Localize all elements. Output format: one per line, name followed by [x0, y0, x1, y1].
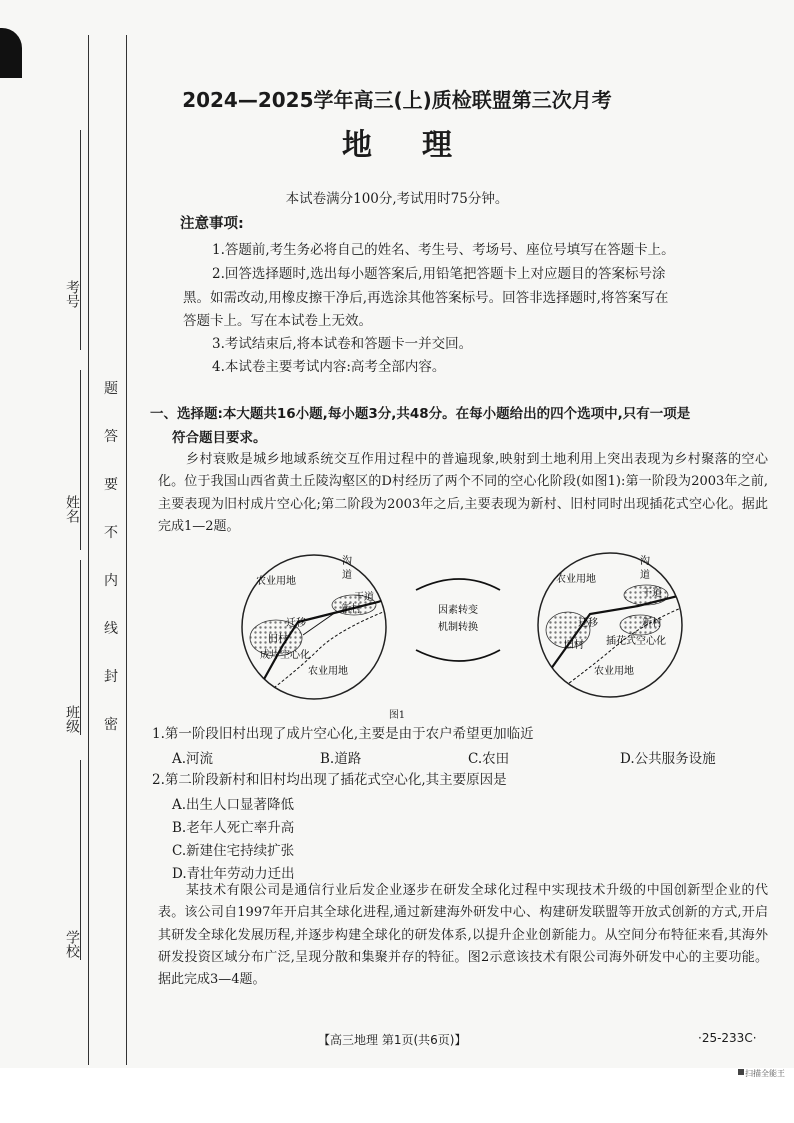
paper-code: ·25-233C· [698, 1031, 757, 1045]
arrow-top [416, 579, 500, 590]
right-old-village: 旧村 [564, 640, 584, 651]
notice-4: 4.本试卷主要考试内容:高考全部内容。 [212, 359, 446, 375]
seal-char: 密 [104, 717, 118, 733]
seal-char: 要 [104, 477, 118, 493]
left-farm-top: 农业用地 [256, 576, 296, 587]
center-label-2: 机制转换 [438, 622, 478, 633]
score-time: 本试卷满分100分,考试用时75分钟。 [285, 191, 509, 207]
passage-2: 某技术有限公司是通信行业后发企业逐步在研发全球化过程中实现技术升级的中国创新型企业的代表。该公司自1997年开启其全球化进程,通过新建海外研发中心、构建研发联盟等开放式创新的方式,开启其研发全球化发展历程,并逐步构建全球化的研发体系,以提升企业创新能力。从空间分布特征来看,其海外研发投资区域分布广泛,呈现分散和集聚并存的特征。图2示意该技术有限公司海外研发中心的主要功能。据此完成3—4题。 [158, 883, 768, 988]
left-migrate-arrow [303, 612, 336, 635]
q1-option-d[interactable]: D.公共服务设施 [620, 751, 716, 767]
notice-2b: 黑。如需改动,用橡皮擦干净后,再选涂其他答案标号。回答非选择题时,将答案写在 [183, 290, 669, 306]
seal-char: 不 [104, 525, 118, 541]
q2-option-d[interactable]: D.青壮年劳动力迁出 [172, 866, 295, 882]
scanner-logo-icon [738, 1069, 744, 1075]
scan-watermark: 扫描全能王 [745, 1069, 785, 1078]
seal-char: 题 [104, 381, 118, 397]
section1-heading-b: 符合题目要求。 [172, 430, 267, 446]
center-label-1: 因素转变 [438, 605, 478, 616]
notice-1: 1.答题前,考生务必将自己的姓名、考生号、考场号、座位号填写在答题卡上。 [212, 242, 675, 258]
left-migrate: 迁移 [286, 618, 306, 629]
passage-1: 乡村衰败是城乡地域系统交互作用过程中的普遍现象,映射到土地利用上突出表现为乡村聚落的空心化。位于我国山西省黄土丘陵沟壑区的D村经历了两个不同的空心化阶段(如图1):第一阶段为2003年之前,主要表现为旧村成片空心化;第二阶段为2003年之后,主要表现为新村、旧村同时出现插花式空心化。据此完成1—2题。 [158, 452, 768, 534]
left-gully-2: 道 [342, 570, 352, 581]
right-gully-1: 沟 [640, 556, 650, 567]
right-farm-bottom: 农业用地 [594, 666, 634, 677]
q1-option-b[interactable]: B.道路 [320, 751, 362, 767]
seal-char: 封 [104, 669, 118, 685]
left-farm-bottom: 农业用地 [308, 666, 348, 677]
left-gully-1: 沟 [342, 556, 352, 567]
q1-option-c[interactable]: C.农田 [468, 751, 510, 767]
left-road: 干道 [354, 592, 374, 603]
q1-stem: 1.第一阶段旧村出现了成片空心化,主要是由于农户希望更加临近 [152, 726, 534, 742]
section1-heading-a: 一、选择题:本大题共16小题,每小题3分,共48分。在每小题给出的四个选项中,只有一项是 [150, 406, 691, 422]
right-farm-top: 农业用地 [556, 574, 596, 585]
right-new-village: 新村 [642, 618, 662, 629]
page-footer: 【高三地理 第1页(共6页)】 [318, 1033, 467, 1047]
school-label: 学校 [64, 930, 80, 958]
q2-stem: 2.第二阶段新村和旧村均出现了插花式空心化,其主要原因是 [152, 772, 507, 788]
q1-option-a[interactable]: A.河流 [172, 751, 214, 767]
class-label: 班级 [64, 705, 80, 733]
seal-char: 内 [104, 573, 118, 589]
school-blank [80, 760, 81, 960]
subject-title: 地理 [342, 128, 502, 163]
notice-title: 注意事项: [180, 216, 244, 232]
seal-char: 线 [104, 621, 118, 637]
name-label: 姓名 [64, 495, 80, 523]
notice-2c: 答题卡上。写在本试卷上无效。 [183, 313, 372, 329]
exam-no-label: 考号 [64, 280, 80, 308]
name-blank [80, 370, 81, 550]
q2-option-a[interactable]: A.出生人口显著降低 [172, 797, 295, 813]
arrow-bottom [416, 650, 500, 661]
right-gully-2: 道 [640, 570, 650, 581]
right-migrate: 迁移 [578, 618, 598, 629]
notice-3: 3.考试结束后,将本试卷和答题卡一并交回。 [212, 336, 473, 352]
exam-title: 2024—2025学年高三(上)质检联盟第三次月考 [182, 88, 612, 112]
figure-1-caption: 图1 [388, 710, 406, 721]
figure-1 [238, 550, 698, 705]
left-hollow: 成片空心化 [260, 650, 310, 661]
q2-option-b[interactable]: B.老年人死亡率升高 [172, 820, 295, 836]
left-new-village: 新村 [341, 604, 361, 615]
notice-2a: 2.回答选择题时,选出每小题答案后,用铅笔把答题卡上对应题目的答案标号涂 [212, 266, 666, 282]
q2-option-c[interactable]: C.新建住宅持续扩张 [172, 843, 295, 859]
right-road: 干道 [642, 588, 662, 599]
left-old-village: 旧村 [268, 634, 288, 645]
right-hollow: 插花式空心化 [606, 636, 666, 647]
seal-char: 答 [104, 429, 118, 445]
